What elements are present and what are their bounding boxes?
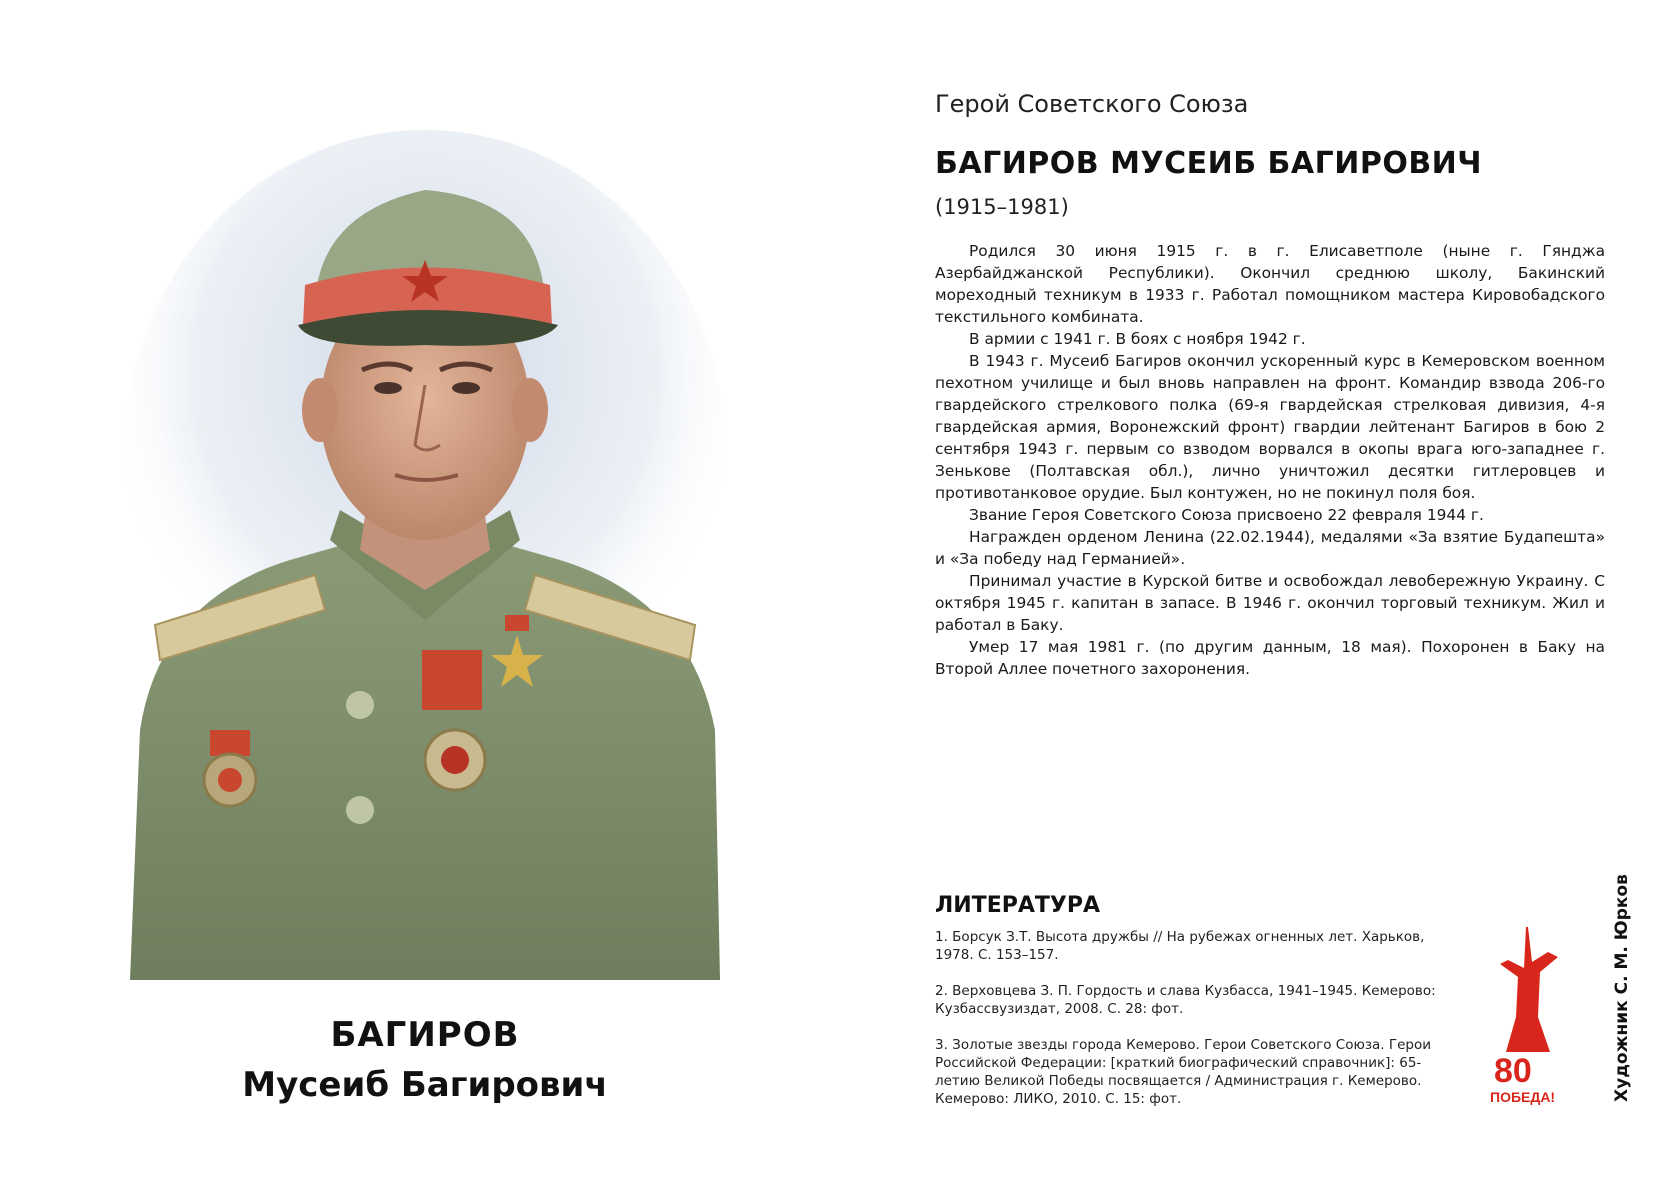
bio-paragraph: Принимал участие в Курской битве и освобождал левобережную Украину. С октября 1945 г. капитан в запасе. В 1946 г. окончил торговый техникум. Жил и работал в Баку. xyxy=(935,572,1605,634)
logo-word: ПОБЕДА! xyxy=(1490,1089,1556,1105)
motherland-statue-icon xyxy=(1500,927,1558,1052)
bio-paragraph: Умер 17 мая 1981 г. (по другим данным, 18 мая). Похоронен в Баку на Второй Аллее почетного захоронения. xyxy=(935,638,1605,678)
life-years: (1915–1981) xyxy=(935,195,1069,219)
literature-item: 2. Верховцева З. П. Гордость и слава Кузбасса, 1941–1945. Кемерово: Кузбассвузиздат, 2008. С. 28: фот. xyxy=(935,983,1436,1017)
literature-item: 1. Борсук З.Т. Высота дружбы // На рубежах огненных лет. Харьков, 1978. С. 153–157. xyxy=(935,929,1425,963)
hero-title-eyebrow: Герой Советского Союза xyxy=(935,90,1249,118)
bio-paragraph: Родился 30 июня 1915 г. в г. Елисаветполе (ныне г. Гянджа Азербайджанской Республики). Окончил среднюю школу, Бакинский мореходный техникум в 1933 г. Работал помощником мастера Кировобадского текстильного комбината. xyxy=(935,242,1605,326)
literature-heading: ЛИТЕРАТУРА xyxy=(935,893,1100,918)
portrait-caption-surname: БАГИРОВ xyxy=(330,1015,520,1055)
portrait-caption-given-name: Мусеиб Багирович xyxy=(242,1065,608,1105)
bio-paragraph: В армии с 1941 г. В боях с ноября 1942 г. xyxy=(969,330,1306,348)
biography-text xyxy=(935,240,1605,680)
bio-paragraph: Звание Героя Советского Союза присвоено 22 февраля 1944 г. xyxy=(969,506,1484,524)
bio-paragraph: Награжден орденом Ленина (22.02.1944), медалями «За взятие Будапешта» и «За победу над Германией». xyxy=(935,528,1605,568)
logo-number: 80 xyxy=(1494,1052,1532,1090)
literature-item: 3. Золотые звезды города Кемерово. Герои Советского Союза. Герои Российской Федерации: [краткий биографический справочник]: 65-летию Великой Победы посвящается / Администрация г. Кемерово. Кемерово: ЛИКО, 2010. С. 15: фот. xyxy=(935,1037,1432,1107)
bio-paragraph: В 1943 г. Мусеиб Багиров окончил ускоренный курс в Кемеровском военном пехотном училище и был вновь направлен на фронт. Командир взвода 206-го гвардейского стрелкового полка (69-я гвардейская стрелковая дивизия, 4-я гвардейская армия, Воронежский фронт) гвардии лейтенант Багиров в бою 2 сентября 1943 г. первым со взводом ворвался в окопы врага юго-западнее г. Зенькове (Полтавская обл.), лично уничтожил десятки гитлеровцев и противотанковое орудие. Был контужен, но не покинул поля боя. xyxy=(935,352,1605,502)
hero-full-name: БАГИРОВ МУСЕИБ БАГИРОВИЧ xyxy=(935,146,1483,181)
artist-credit: Художник С. М. Юрков xyxy=(1612,874,1632,1102)
soldier-portrait-illustration xyxy=(100,120,750,980)
victory-80-logo xyxy=(1488,922,1568,1107)
